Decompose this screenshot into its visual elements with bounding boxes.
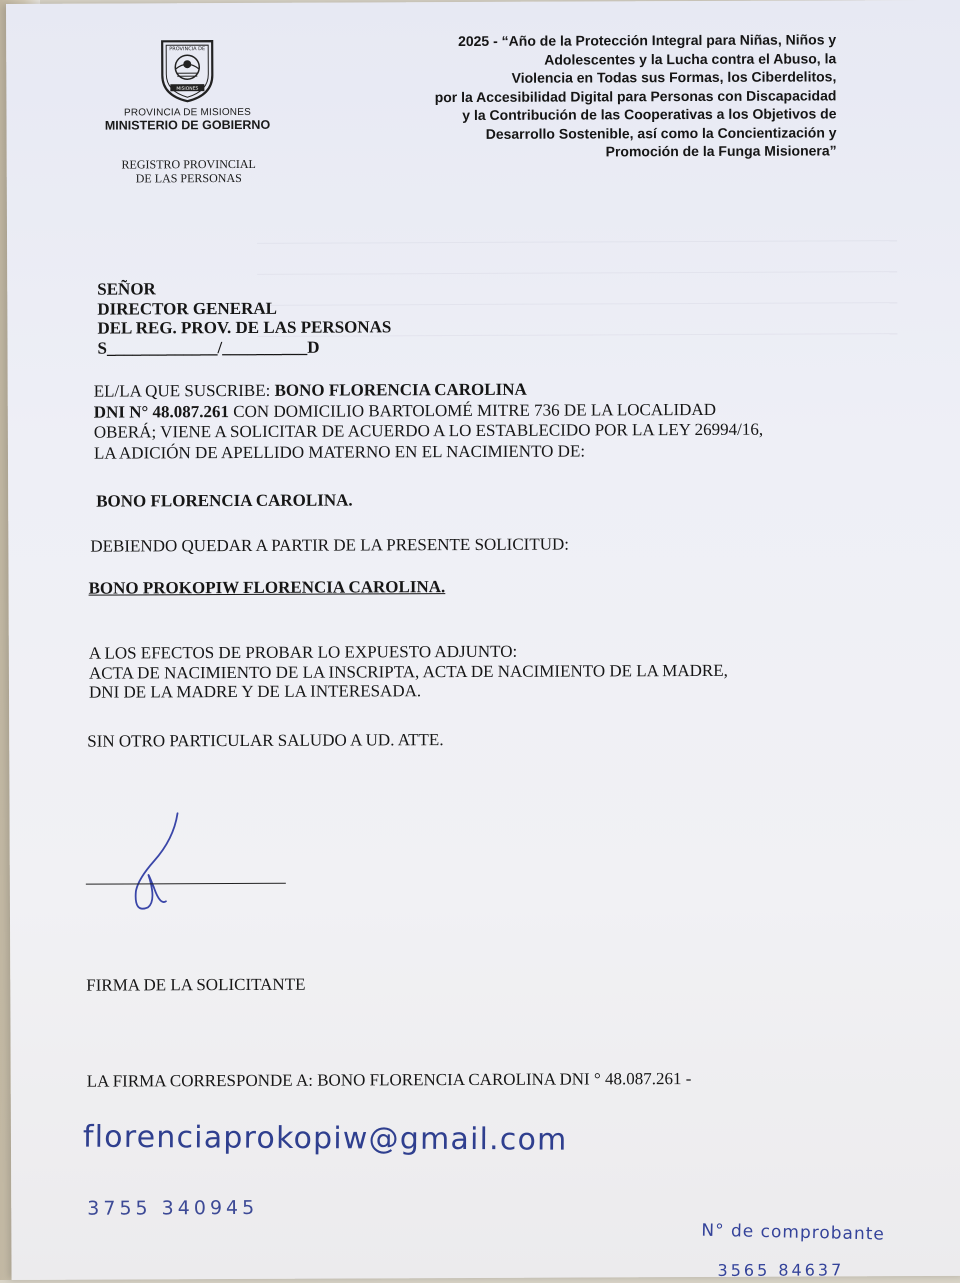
attachments-paragraph: [89, 641, 728, 702]
handwritten-comprobante-label: N° de comprobante: [701, 1220, 886, 1245]
addressee-sd: S_____________/__________D: [97, 337, 320, 358]
registry-name: [109, 157, 269, 186]
intro-line-4: LA ADICIÓN DE APELLIDO MATERNO EN EL NACIMIENTO DE:: [93, 440, 586, 463]
attachments-list-1: ACTA DE NACIMIENTO DE LA INSCRIPTA, ACTA DE NACIMIENTO DE LA MADRE,: [88, 660, 728, 683]
attachments-list-2: DNI DE LA MADRE Y DE LA INTERESADA.: [88, 681, 422, 702]
crest-text-top: PROVINCIA DE: [169, 46, 206, 53]
handwritten-email: florenciaprokopiw@gmail.com: [82, 1119, 568, 1158]
registry-line: REGISTRO PROVINCIAL: [121, 156, 256, 172]
signature-label: FIRMA DE LA SOLICITANTE: [86, 974, 306, 995]
handwritten-signature: [120, 809, 210, 919]
domicile-text: CON DOMICILIO BARTOLOMÉ MITRE 736 DE LA LOCALIDAD: [228, 399, 716, 421]
addressee-block: [97, 278, 391, 357]
addressee-title: DIRECTOR GENERAL: [97, 298, 278, 319]
ministry-letterhead: [102, 37, 272, 133]
province-crest-icon: [156, 37, 218, 103]
registry-line: DE LAS PERSONAS: [135, 170, 242, 186]
ministry-name: MINISTERIO DE GOBIERNO: [104, 117, 271, 133]
handwritten-phone: 3755 340945: [87, 1196, 259, 1220]
motto-line: Adolescentes y la Lucha contra el Abuso, la: [544, 49, 837, 68]
debiendo-text: DEBIENDO QUEDAR A PARTIR DE LA PRESENTE SOLICITUD:: [90, 534, 570, 556]
request-paragraph: [94, 379, 764, 464]
province-name: PROVINCIA DE MISIONES: [123, 106, 251, 119]
motto-line: 2025 - “Año de la Protección Integral para Niñas, Niños y: [458, 31, 837, 50]
new-name: BONO PROKOPIW FLORENCIA CAROLINA.: [88, 577, 446, 598]
intro-line-1: [94, 379, 763, 402]
applicant-name: BONO FLORENCIA CAROLINA: [274, 379, 527, 400]
attachments-intro: A LOS EFECTOS DE PROBAR LO EXPUESTO ADJUNTO:: [88, 641, 518, 663]
addressee-salutation: SEÑOR: [97, 279, 156, 299]
crest-text-bottom: MISIONES: [176, 86, 199, 92]
document-page: [6, 0, 960, 1280]
intro-line-2: [94, 399, 763, 422]
intro-prefix: EL/LA QUE SUSCRIBE:: [93, 380, 275, 401]
year-motto: [356, 30, 837, 162]
intro-line-3: OBERÁ; VIENE A SOLICITAR DE ACUERDO A LO ESTABLECIDO POR LA LEY 26994/16,: [93, 419, 764, 442]
signature-owner: LA FIRMA CORRESPONDE A: BONO FLORENCIA CAROLINA DNI ° 48.087.261 -: [86, 1069, 692, 1091]
current-name: BONO FLORENCIA CAROLINA.: [96, 490, 353, 511]
motto-line: Violencia en Todas sus Formas, los Ciberdelitos,: [511, 68, 837, 86]
motto-line: Desarrollo Sostenible, así como la Concientización y: [485, 123, 837, 142]
addressee-office: DEL REG. PROV. DE LAS PERSONAS: [97, 317, 392, 338]
motto-line: por la Accesibilidad Digital para Personas con Discapacidad: [434, 86, 837, 105]
closing-line: SIN OTRO PARTICULAR SALUDO A UD. ATTE.: [87, 730, 444, 751]
motto-line: y la Contribución de las Cooperativas a los Objetivos de: [462, 105, 837, 124]
motto-line: Promoción de la Funga Misionera”: [605, 142, 837, 160]
handwritten-comprobante-number: 3565 84637: [717, 1260, 845, 1280]
dni-number: DNI N° 48.087.261: [93, 401, 230, 422]
